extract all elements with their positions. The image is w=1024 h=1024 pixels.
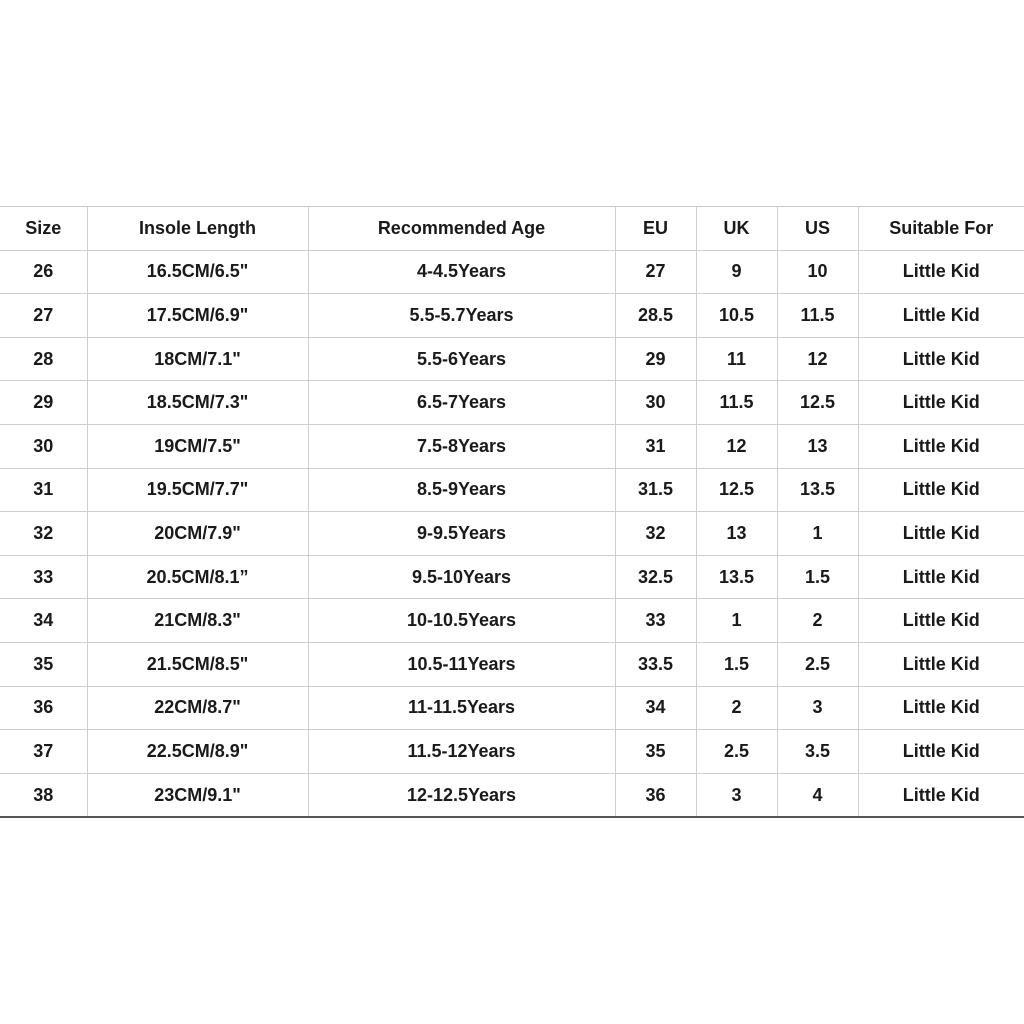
cell-recommended-age: 8.5-9Years (308, 468, 615, 512)
cell-size: 34 (0, 599, 87, 643)
table-row (0, 294, 1024, 338)
cell-size: 27 (0, 294, 87, 338)
cell-us: 12.5 (777, 381, 858, 425)
cell-size: 30 (0, 424, 87, 468)
header-recommended-age: Recommended Age (308, 207, 615, 251)
cell-size: 35 (0, 642, 87, 686)
cell-recommended-age: 4-4.5Years (308, 250, 615, 294)
cell-suitable-for: Little Kid (858, 381, 1024, 425)
cell-insole-length: 20.5CM/8.1” (87, 555, 308, 599)
cell-suitable-for: Little Kid (858, 555, 1024, 599)
cell-us: 13 (777, 424, 858, 468)
header-size: Size (0, 207, 87, 251)
cell-eu: 28.5 (615, 294, 696, 338)
table-row (0, 250, 1024, 294)
cell-recommended-age: 11-11.5Years (308, 686, 615, 730)
table-row (0, 730, 1024, 774)
cell-us: 2.5 (777, 642, 858, 686)
cell-us: 4 (777, 773, 858, 817)
cell-eu: 31 (615, 424, 696, 468)
cell-us: 11.5 (777, 294, 858, 338)
cell-insole-length: 23CM/9.1" (87, 773, 308, 817)
cell-uk: 9 (696, 250, 777, 294)
table-row (0, 642, 1024, 686)
cell-uk: 3 (696, 773, 777, 817)
cell-suitable-for: Little Kid (858, 730, 1024, 774)
table-row (0, 381, 1024, 425)
cell-uk: 10.5 (696, 294, 777, 338)
cell-size: 36 (0, 686, 87, 730)
cell-uk: 12 (696, 424, 777, 468)
cell-eu: 32.5 (615, 555, 696, 599)
cell-insole-length: 22CM/8.7" (87, 686, 308, 730)
cell-insole-length: 19CM/7.5" (87, 424, 308, 468)
cell-suitable-for: Little Kid (858, 599, 1024, 643)
cell-uk: 11 (696, 337, 777, 381)
table-row (0, 599, 1024, 643)
table-row (0, 555, 1024, 599)
cell-uk: 13 (696, 512, 777, 556)
cell-recommended-age: 10.5-11Years (308, 642, 615, 686)
cell-suitable-for: Little Kid (858, 642, 1024, 686)
cell-us: 1.5 (777, 555, 858, 599)
cell-recommended-age: 9.5-10Years (308, 555, 615, 599)
cell-recommended-age: 11.5-12Years (308, 730, 615, 774)
cell-recommended-age: 7.5-8Years (308, 424, 615, 468)
cell-insole-length: 16.5CM/6.5" (87, 250, 308, 294)
cell-size: 38 (0, 773, 87, 817)
cell-uk: 1.5 (696, 642, 777, 686)
table-row (0, 773, 1024, 817)
cell-recommended-age: 5.5-5.7Years (308, 294, 615, 338)
cell-insole-length: 22.5CM/8.9" (87, 730, 308, 774)
cell-us: 1 (777, 512, 858, 556)
cell-eu: 33.5 (615, 642, 696, 686)
cell-eu: 35 (615, 730, 696, 774)
table-row (0, 686, 1024, 730)
cell-eu: 34 (615, 686, 696, 730)
header-eu: EU (615, 207, 696, 251)
cell-size: 32 (0, 512, 87, 556)
table-row (0, 424, 1024, 468)
cell-eu: 30 (615, 381, 696, 425)
cell-recommended-age: 12-12.5Years (308, 773, 615, 817)
cell-eu: 31.5 (615, 468, 696, 512)
cell-size: 37 (0, 730, 87, 774)
header-suitable-for: Suitable For (858, 207, 1024, 251)
cell-size: 28 (0, 337, 87, 381)
header-us: US (777, 207, 858, 251)
cell-insole-length: 20CM/7.9" (87, 512, 308, 556)
cell-recommended-age: 6.5-7Years (308, 381, 615, 425)
cell-us: 13.5 (777, 468, 858, 512)
table-header-row (0, 207, 1024, 251)
cell-insole-length: 17.5CM/6.9" (87, 294, 308, 338)
cell-recommended-age: 9-9.5Years (308, 512, 615, 556)
cell-eu: 27 (615, 250, 696, 294)
cell-us: 3.5 (777, 730, 858, 774)
table-row (0, 512, 1024, 556)
cell-uk: 2.5 (696, 730, 777, 774)
cell-insole-length: 19.5CM/7.7" (87, 468, 308, 512)
cell-eu: 29 (615, 337, 696, 381)
cell-suitable-for: Little Kid (858, 250, 1024, 294)
cell-recommended-age: 5.5-6Years (308, 337, 615, 381)
cell-size: 26 (0, 250, 87, 294)
cell-suitable-for: Little Kid (858, 468, 1024, 512)
cell-uk: 1 (696, 599, 777, 643)
cell-eu: 32 (615, 512, 696, 556)
cell-uk: 13.5 (696, 555, 777, 599)
cell-size: 29 (0, 381, 87, 425)
cell-us: 10 (777, 250, 858, 294)
cell-insole-length: 18CM/7.1" (87, 337, 308, 381)
cell-insole-length: 21CM/8.3" (87, 599, 308, 643)
cell-us: 3 (777, 686, 858, 730)
cell-uk: 11.5 (696, 381, 777, 425)
cell-recommended-age: 10-10.5Years (308, 599, 615, 643)
header-insole-length: Insole Length (87, 207, 308, 251)
cell-suitable-for: Little Kid (858, 294, 1024, 338)
cell-uk: 2 (696, 686, 777, 730)
cell-suitable-for: Little Kid (858, 424, 1024, 468)
cell-suitable-for: Little Kid (858, 512, 1024, 556)
cell-size: 31 (0, 468, 87, 512)
table-row (0, 337, 1024, 381)
cell-suitable-for: Little Kid (902, 784, 980, 805)
cell-insole-length: 21.5CM/8.5" (87, 642, 308, 686)
cell-eu: 33 (615, 599, 696, 643)
cell-us: 12 (777, 337, 858, 381)
cell-us: 2 (777, 599, 858, 643)
size-chart-table (0, 206, 1024, 818)
cell-size: 33 (0, 555, 87, 599)
cell-eu: 36 (615, 773, 696, 817)
table-row (0, 468, 1024, 512)
cell-insole-length: 18.5CM/7.3" (87, 381, 308, 425)
header-uk: UK (696, 207, 777, 251)
cell-suitable-for: Little Kid (858, 337, 1024, 381)
cell-suitable-for: Little Kid (858, 686, 1024, 730)
cell-uk: 12.5 (696, 468, 777, 512)
